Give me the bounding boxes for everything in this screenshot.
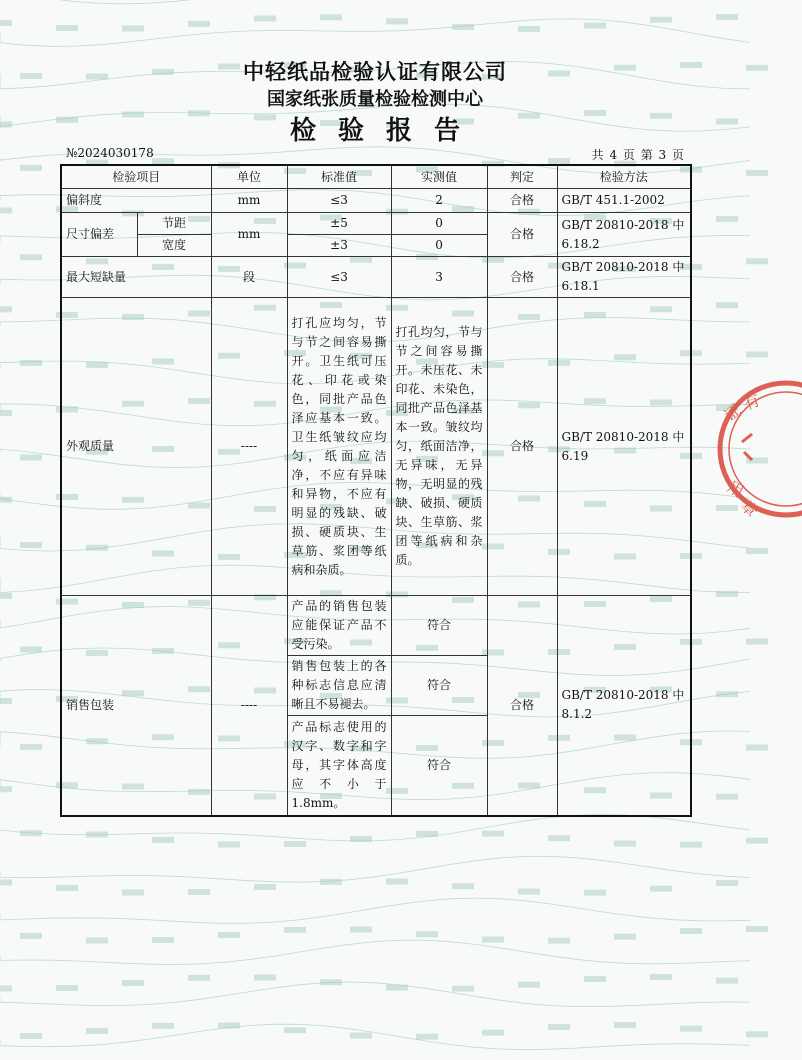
- watermark-mark: [746, 548, 768, 554]
- watermark-mark: [0, 786, 12, 792]
- standard-cell: ≤3: [287, 257, 391, 298]
- watermark-mark: [584, 22, 606, 28]
- watermark-mark: [218, 932, 240, 938]
- watermark-mark: [20, 360, 42, 366]
- unit-cell: 段: [211, 257, 287, 298]
- unit-cell: mm: [211, 213, 287, 257]
- table-row: [61, 257, 691, 298]
- watermark-mark: [746, 926, 768, 932]
- watermark-mark: [452, 24, 474, 30]
- watermark-mark: [20, 1033, 42, 1039]
- watermark-mark: [548, 938, 570, 944]
- watermark-mark: [716, 591, 738, 597]
- watermark-mark: [746, 351, 768, 357]
- watermark-mark: [122, 889, 144, 895]
- measured-cell: 符合: [391, 656, 487, 716]
- watermark-mark: [746, 170, 768, 176]
- seal-char: 用: [724, 477, 748, 502]
- watermark-mark: [20, 933, 42, 939]
- watermark-mark: [320, 979, 342, 985]
- header-standard: 标准值: [287, 165, 391, 189]
- watermark-mark: [482, 937, 504, 943]
- table-header-row: [61, 165, 691, 189]
- measured-cell: 3: [391, 257, 487, 298]
- watermark-mark: [86, 937, 108, 943]
- watermark-mark: [416, 1034, 438, 1040]
- guilloche-line: [0, 982, 750, 1007]
- watermark-mark: [20, 165, 42, 171]
- watermark-mark: [614, 934, 636, 940]
- watermark-mark: [56, 25, 78, 31]
- item-skew: 偏斜度: [61, 189, 211, 213]
- watermark-mark: [152, 937, 174, 943]
- watermark-mark: [452, 986, 474, 992]
- item-appearance: 外观质量: [61, 298, 211, 596]
- guilloche-line: [0, 1024, 750, 1049]
- method-cell: GB/T 451.1-2002: [557, 189, 691, 213]
- watermark-mark: [0, 879, 12, 885]
- watermark-mark: [0, 410, 12, 416]
- watermark-mark: [0, 20, 12, 26]
- watermark-mark: [386, 18, 408, 24]
- table-row: [61, 298, 691, 596]
- watermark-mark: [716, 302, 738, 308]
- watermark-mark: [518, 982, 540, 988]
- watermark-mark: [0, 306, 12, 312]
- watermark-mark: [614, 841, 636, 847]
- watermark-mark: [20, 744, 42, 750]
- standard-text-cell: 打孔应均匀，节与节之间容易撕开。卫生纸可压花、印花或染色，同批产品色泽应基本一致。卫生纸皱纹应均匀，纸面应洁净，不应有异味和异物，不应有明显的残缺、破损、硬质块、生草筋、浆团等纸病和杂质。: [287, 298, 391, 596]
- method-cell: GB/T 20810-2018 中 6.18.2: [557, 213, 691, 257]
- watermark-mark: [548, 1024, 570, 1030]
- watermark-mark: [680, 928, 702, 934]
- watermark-mark: [254, 15, 276, 21]
- standard-text-cell: 销售包装上的各种标志信息应清晰且不易褪去。: [287, 656, 391, 716]
- watermark-mark: [716, 794, 738, 800]
- watermark-mark: [680, 842, 702, 848]
- watermark-mark: [650, 17, 672, 23]
- table-row: [61, 596, 691, 656]
- table-row: [61, 213, 691, 235]
- sub-item-pitch: 节距: [137, 213, 211, 235]
- watermark-mark: [614, 1022, 636, 1028]
- watermark-mark: [518, 26, 540, 32]
- watermark-mark: [152, 1023, 174, 1029]
- watermark-mark: [320, 879, 342, 885]
- watermark-mark: [86, 1028, 108, 1034]
- watermark-mark: [320, 14, 342, 20]
- organization-name: 中轻纸品检验认证有限公司: [243, 60, 507, 84]
- watermark-mark: [746, 1031, 768, 1037]
- watermark-mark: [746, 745, 768, 751]
- standard-text-cell: 产品标志使用的汉字、数字和字母，其字体高度应不小于1.8mm。: [287, 716, 391, 816]
- watermark-mark: [746, 258, 768, 264]
- standard-cell: ±5: [287, 213, 391, 235]
- watermark-mark: [188, 889, 210, 895]
- inspection-table: [60, 164, 692, 817]
- measured-cell: 0: [391, 213, 487, 235]
- watermark-mark: [188, 975, 210, 981]
- item-max-short: 最大短缺量: [61, 257, 211, 298]
- unit-cell: mm: [211, 189, 287, 213]
- watermark-mark: [20, 454, 42, 460]
- method-cell: GB/T 20810-2018 中 6.18.1: [557, 257, 691, 298]
- method-cell: GB/T 20810-2018 中 8.1.2: [557, 596, 691, 816]
- watermark-mark: [0, 985, 12, 991]
- table-row: [61, 189, 691, 213]
- guilloche-line: [0, 898, 750, 923]
- watermark-mark: [482, 831, 504, 837]
- watermark-mark: [350, 836, 372, 842]
- watermark-mark: [122, 980, 144, 986]
- watermark-mark: [0, 593, 12, 599]
- watermark-mark: [20, 254, 42, 260]
- watermark-mark: [20, 542, 42, 548]
- guilloche-line: [0, 940, 750, 964]
- header-verdict: 判定: [487, 165, 557, 189]
- watermark-mark: [0, 497, 12, 503]
- watermark-mark: [20, 647, 42, 653]
- watermark-mark: [716, 216, 738, 222]
- watermark-mark: [0, 207, 12, 213]
- watermark-mark: [746, 838, 768, 844]
- watermark-mark: [716, 978, 738, 984]
- standard-cell: ±3: [287, 235, 391, 257]
- watermark-mark: [680, 1026, 702, 1032]
- verdict-cell: 合格: [487, 298, 557, 596]
- watermark-mark: [218, 841, 240, 847]
- verdict-cell: 合格: [487, 213, 557, 257]
- watermark-mark: [218, 1023, 240, 1029]
- seal-mark: [742, 434, 752, 460]
- watermark-mark: [584, 890, 606, 896]
- measured-cell: 0: [391, 235, 487, 257]
- watermark-mark: [188, 21, 210, 27]
- page-indicator: 共 4 页 第 3 页: [591, 148, 684, 162]
- guilloche-line: [0, 814, 750, 841]
- verdict-cell: 合格: [487, 257, 557, 298]
- report-title: 检验报告: [289, 116, 482, 146]
- header-method: 检验方法: [557, 165, 691, 189]
- watermark-mark: [284, 927, 306, 933]
- watermark-mark: [350, 927, 372, 933]
- guilloche-line: [0, 856, 750, 882]
- seal-char: 证: [720, 400, 745, 426]
- watermark-mark: [122, 25, 144, 31]
- unit-cell: ----: [211, 596, 287, 816]
- watermark-mark: [650, 974, 672, 980]
- watermark-mark: [416, 931, 438, 937]
- measured-cell: 2: [391, 189, 487, 213]
- watermark-mark: [650, 886, 672, 892]
- item-packaging: 销售包装: [61, 596, 211, 816]
- watermark-mark: [20, 830, 42, 836]
- watermark-mark: [716, 691, 738, 697]
- watermark-mark: [482, 1030, 504, 1036]
- watermark-mark: [254, 884, 276, 890]
- watermark-mark: [152, 837, 174, 843]
- report-number: №2024030178: [66, 146, 154, 160]
- watermark-mark: [386, 879, 408, 885]
- item-size-deviation: 尺寸偏差: [61, 213, 137, 257]
- standard-cell: ≤3: [287, 189, 391, 213]
- watermark-mark: [56, 885, 78, 891]
- header-measured: 实测值: [391, 165, 487, 189]
- watermark-mark: [416, 831, 438, 837]
- measured-cell: 符合: [391, 596, 487, 656]
- watermark-mark: [452, 883, 474, 889]
- seal-char: 章: [736, 496, 762, 521]
- watermark-mark: [0, 698, 12, 704]
- method-cell: GB/T 20810-2018 中 6.19: [557, 298, 691, 596]
- watermark-mark: [518, 889, 540, 895]
- watermark-mark: [56, 985, 78, 991]
- verdict-cell: 合格: [487, 596, 557, 816]
- watermark-mark: [746, 639, 768, 645]
- watermark-mark: [350, 1033, 372, 1039]
- unit-cell: ----: [211, 298, 287, 596]
- watermark-mark: [254, 975, 276, 981]
- watermark-mark: [284, 1027, 306, 1033]
- verdict-cell: 合格: [487, 189, 557, 213]
- watermark-mark: [548, 835, 570, 841]
- guilloche-line: [0, 19, 750, 46]
- watermark-mark: [716, 880, 738, 886]
- watermark-mark: [716, 14, 738, 20]
- watermark-mark: [584, 976, 606, 982]
- sub-item-width: 宽度: [137, 235, 211, 257]
- watermark-mark: [284, 841, 306, 847]
- header-unit: 单位: [211, 165, 287, 189]
- red-stamp-seal: [712, 374, 802, 524]
- measured-cell: 符合: [391, 716, 487, 816]
- guilloche-line: [0, 0, 750, 4]
- testing-center-name: 国家纸张质量检验检测中心: [267, 89, 483, 110]
- watermark-mark: [386, 985, 408, 991]
- measured-text-cell: 打孔均匀，节与节之间容易撕开。未压花、未印花、未染色，同批产品色泽基本一致。皱纹均匀，纸面洁净，无异味，无异物，无明显的残缺、破损、硬质块、生草筋、浆团等纸病和杂质。: [391, 298, 487, 596]
- header-item: 检验项目: [61, 165, 211, 189]
- standard-text-cell: 产品的销售包装应能保证产品不受污染。: [287, 596, 391, 656]
- watermark-mark: [86, 831, 108, 837]
- seal-char: 有: [740, 390, 763, 414]
